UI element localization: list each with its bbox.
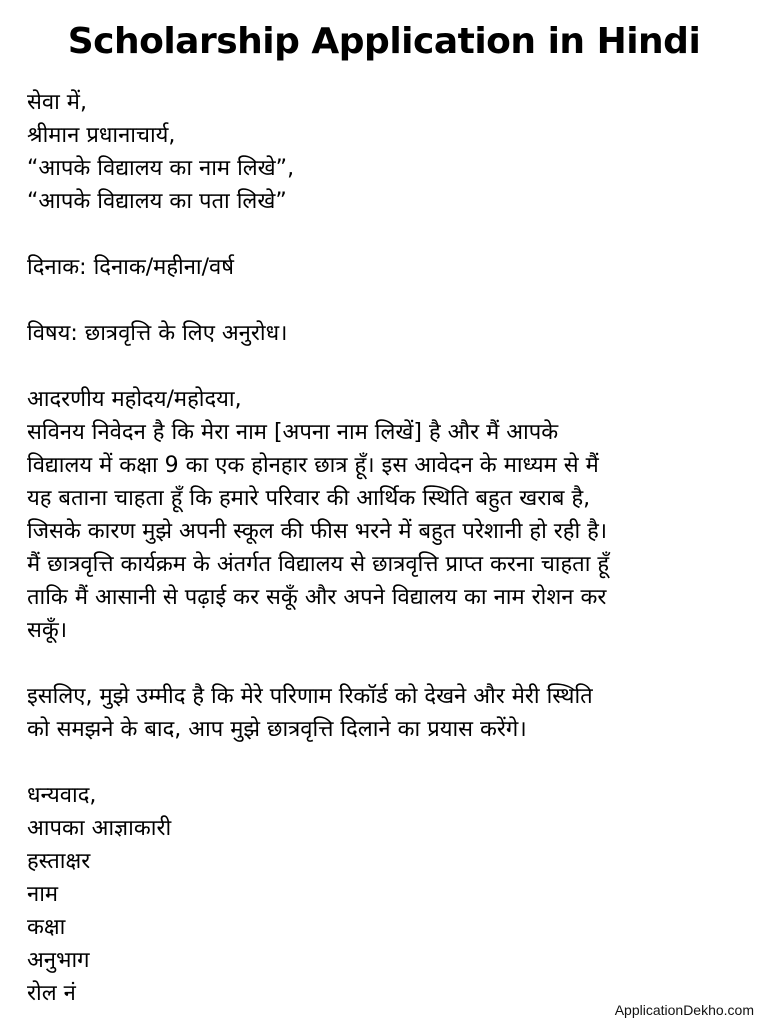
signoff-roll-number: रोल नं — [27, 981, 76, 1006]
page-title: Scholarship Application in Hindi — [67, 21, 701, 62]
recipient-address — [27, 86, 757, 218]
spacer — [27, 350, 757, 383]
spacer — [27, 284, 757, 317]
body-line: सकूँ। — [27, 618, 68, 643]
body-line: मैं छात्रवृत्ति कार्यक्रम के अंतर्गत विद्यालय से छात्रवृत्ति प्राप्त करना चाहता हूँ — [27, 552, 610, 577]
date-line: दिनाक: दिनाक/महीना/वर्ष — [27, 255, 234, 280]
signoff-block — [27, 779, 757, 1010]
signoff-thanks: धन्यवाद, — [27, 783, 97, 808]
address-line: “आपके विद्यालय का नाम लिखे”, — [27, 156, 295, 181]
address-line: सेवा में, — [27, 90, 87, 115]
signoff-signature: हस्ताक्षर — [27, 849, 91, 874]
signoff-name: नाम — [27, 882, 59, 907]
letter-body — [27, 86, 757, 1010]
subject-line: विषय: छात्रवृत्ति के लिए अनुरोध। — [27, 321, 288, 346]
salutation: आदरणीय महोदय/महोदया, — [27, 387, 242, 412]
signoff-section: अनुभाग — [27, 948, 90, 973]
closing-paragraph — [27, 680, 757, 746]
address-line: “आपके विद्यालय का पता लिखे” — [27, 189, 287, 214]
body-line: जिसके कारण मुझे अपनी स्कूल की फीस भरने में बहुत परेशानी हो रही है। — [27, 519, 608, 544]
body-line: सविनय निवेदन है कि मेरा नाम [अपना नाम लिखें] है और मैं आपके — [27, 420, 559, 445]
site-watermark: ApplicationDekho.com — [614, 1002, 754, 1018]
signoff-class: कक्षा — [27, 915, 66, 940]
body-line: विद्यालय में कक्षा 9 का एक होनहार छात्र हूँ। इस आवेदन के माध्यम से मैं — [27, 453, 599, 478]
address-line: श्रीमान प्रधानाचार्य, — [27, 123, 176, 148]
body-paragraph — [27, 416, 757, 647]
body-line: यह बताना चाहता हूँ कि हमारे परिवार की आर्थिक स्थिति बहुत खराब है, — [27, 486, 591, 511]
signoff-obedient: आपका आज्ञाकारी — [27, 816, 172, 841]
closing-line: इसलिए, मुझे उम्मीद है कि मेरे परिणाम रिकॉर्ड को देखने और मेरी स्थिति — [27, 684, 593, 709]
closing-line: को समझने के बाद, आप मुझे छात्रवृत्ति दिलाने का प्रयास करेंगे। — [27, 717, 527, 742]
spacer — [27, 647, 757, 680]
spacer — [27, 218, 757, 251]
body-line: ताकि मैं आसानी से पढ़ाई कर सकूँ और अपने विद्यालय का नाम रोशन कर — [27, 585, 607, 610]
spacer — [27, 746, 757, 779]
